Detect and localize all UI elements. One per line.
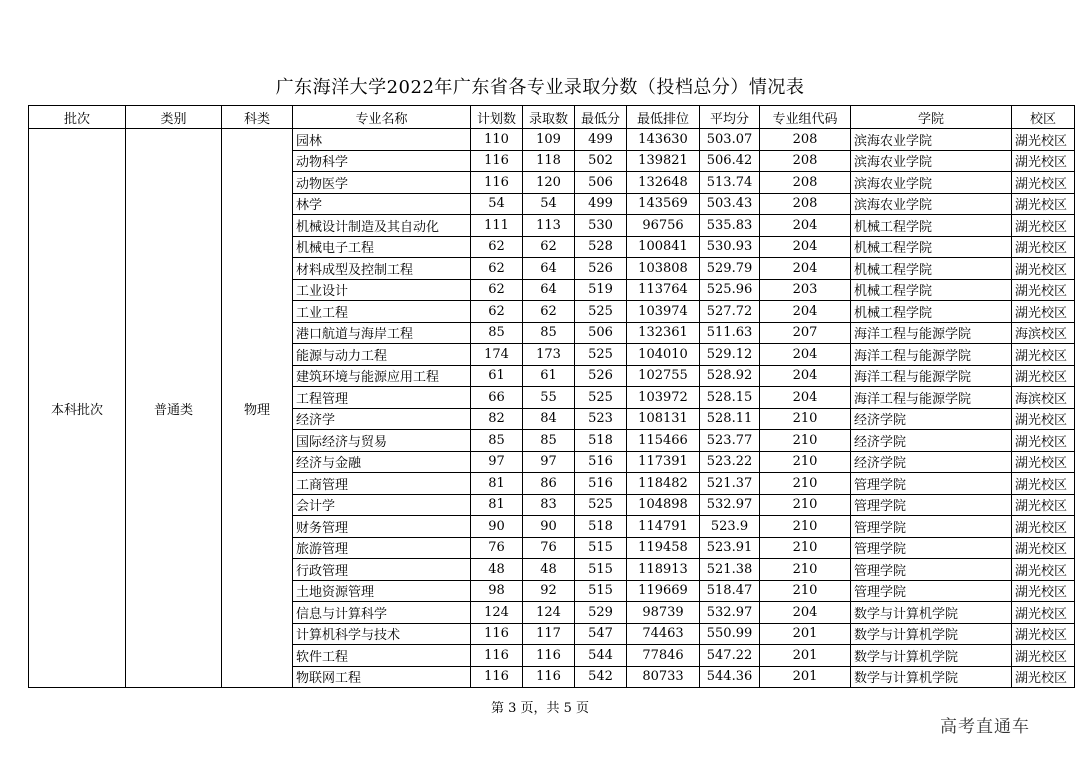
avg-score-cell: 506.42: [700, 150, 760, 172]
min-score-cell: 515: [575, 559, 627, 581]
min-rank-cell: 98739: [627, 602, 700, 624]
group-code-cell: 204: [760, 301, 851, 323]
college-cell: 管理学院: [851, 516, 1012, 538]
min-rank-cell: 104010: [627, 344, 700, 366]
campus-cell: 湖光校区: [1012, 150, 1075, 172]
watermark-text: 高考直通车: [940, 717, 1030, 737]
min-score-cell: 525: [575, 494, 627, 516]
campus-cell: 湖光校区: [1012, 279, 1075, 301]
admitted-count-cell: 116: [523, 645, 575, 667]
campus-cell: 湖光校区: [1012, 408, 1075, 430]
min-rank-cell: 119669: [627, 580, 700, 602]
plan-count-cell: 85: [471, 322, 523, 344]
campus-cell: 湖光校区: [1012, 193, 1075, 215]
category-cell: 普通类: [126, 129, 222, 688]
admitted-count-cell: 120: [523, 172, 575, 194]
college-cell: 海洋工程与能源学院: [851, 365, 1012, 387]
college-cell: 滨海农业学院: [851, 150, 1012, 172]
column-header: 学院: [851, 106, 1012, 129]
plan-count-cell: 76: [471, 537, 523, 559]
min-rank-cell: 143569: [627, 193, 700, 215]
plan-count-cell: 62: [471, 279, 523, 301]
college-cell: 机械工程学院: [851, 258, 1012, 280]
group-code-cell: 208: [760, 193, 851, 215]
college-cell: 管理学院: [851, 537, 1012, 559]
min-rank-cell: 115466: [627, 430, 700, 452]
college-cell: 数学与计算机学院: [851, 645, 1012, 667]
major-name-cell: 港口航道与海岸工程: [293, 322, 471, 344]
min-rank-cell: 108131: [627, 408, 700, 430]
admitted-count-cell: 86: [523, 473, 575, 495]
college-cell: 数学与计算机学院: [851, 602, 1012, 624]
group-code-cell: 208: [760, 150, 851, 172]
min-rank-cell: 132648: [627, 172, 700, 194]
group-code-cell: 210: [760, 473, 851, 495]
avg-score-cell: 529.79: [700, 258, 760, 280]
column-header: 类别: [126, 106, 222, 129]
avg-score-cell: 523.9: [700, 516, 760, 538]
major-name-cell: 工程管理: [293, 387, 471, 409]
group-code-cell: 210: [760, 451, 851, 473]
admission-table: [28, 105, 1075, 688]
college-cell: 数学与计算机学院: [851, 623, 1012, 645]
admitted-count-cell: 83: [523, 494, 575, 516]
avg-score-cell: 523.22: [700, 451, 760, 473]
plan-count-cell: 110: [471, 129, 523, 151]
college-cell: 数学与计算机学院: [851, 666, 1012, 688]
plan-count-cell: 62: [471, 301, 523, 323]
major-name-cell: 动物科学: [293, 150, 471, 172]
major-name-cell: 信息与计算科学: [293, 602, 471, 624]
admitted-count-cell: 109: [523, 129, 575, 151]
group-code-cell: 210: [760, 537, 851, 559]
min-score-cell: 530: [575, 215, 627, 237]
avg-score-cell: 521.37: [700, 473, 760, 495]
min-rank-cell: 119458: [627, 537, 700, 559]
page-title: 广东海洋大学2022年广东省各专业录取分数（投档总分）情况表: [275, 77, 805, 98]
avg-score-cell: 529.12: [700, 344, 760, 366]
campus-cell: 湖光校区: [1012, 473, 1075, 495]
min-score-cell: 515: [575, 580, 627, 602]
admitted-count-cell: 113: [523, 215, 575, 237]
major-name-cell: 动物医学: [293, 172, 471, 194]
plan-count-cell: 81: [471, 473, 523, 495]
min-rank-cell: 118482: [627, 473, 700, 495]
plan-count-cell: 97: [471, 451, 523, 473]
campus-cell: 湖光校区: [1012, 494, 1075, 516]
major-name-cell: 旅游管理: [293, 537, 471, 559]
campus-cell: 湖光校区: [1012, 666, 1075, 688]
college-cell: 机械工程学院: [851, 236, 1012, 258]
avg-score-cell: 527.72: [700, 301, 760, 323]
college-cell: 海洋工程与能源学院: [851, 344, 1012, 366]
campus-cell: 湖光校区: [1012, 623, 1075, 645]
group-code-cell: 210: [760, 559, 851, 581]
campus-cell: 湖光校区: [1012, 645, 1075, 667]
group-code-cell: 204: [760, 258, 851, 280]
campus-cell: 海滨校区: [1012, 387, 1075, 409]
group-code-cell: 204: [760, 236, 851, 258]
min-score-cell: 506: [575, 172, 627, 194]
admitted-count-cell: 92: [523, 580, 575, 602]
group-code-cell: 208: [760, 129, 851, 151]
avg-score-cell: 513.74: [700, 172, 760, 194]
avg-score-cell: 530.93: [700, 236, 760, 258]
admitted-count-cell: 97: [523, 451, 575, 473]
avg-score-cell: 547.22: [700, 645, 760, 667]
column-header: 录取数: [523, 106, 575, 129]
group-code-cell: 204: [760, 365, 851, 387]
college-cell: 管理学院: [851, 580, 1012, 602]
campus-cell: 湖光校区: [1012, 258, 1075, 280]
college-cell: 机械工程学院: [851, 301, 1012, 323]
group-code-cell: 208: [760, 172, 851, 194]
plan-count-cell: 174: [471, 344, 523, 366]
avg-score-cell: 525.96: [700, 279, 760, 301]
campus-cell: 湖光校区: [1012, 430, 1075, 452]
plan-count-cell: 116: [471, 645, 523, 667]
plan-count-cell: 61: [471, 365, 523, 387]
avg-score-cell: 511.63: [700, 322, 760, 344]
campus-cell: 湖光校区: [1012, 602, 1075, 624]
min-rank-cell: 103972: [627, 387, 700, 409]
min-score-cell: 528: [575, 236, 627, 258]
admitted-count-cell: 116: [523, 666, 575, 688]
college-cell: 机械工程学院: [851, 279, 1012, 301]
admitted-count-cell: 85: [523, 322, 575, 344]
major-name-cell: 行政管理: [293, 559, 471, 581]
table-body: [29, 129, 1075, 688]
avg-score-cell: 523.77: [700, 430, 760, 452]
avg-score-cell: 521.38: [700, 559, 760, 581]
college-cell: 管理学院: [851, 494, 1012, 516]
min-rank-cell: 100841: [627, 236, 700, 258]
min-rank-cell: 114791: [627, 516, 700, 538]
college-cell: 海洋工程与能源学院: [851, 387, 1012, 409]
admitted-count-cell: 48: [523, 559, 575, 581]
avg-score-cell: 523.91: [700, 537, 760, 559]
column-header: 最低排位: [627, 106, 700, 129]
campus-cell: 湖光校区: [1012, 215, 1075, 237]
campus-cell: 湖光校区: [1012, 236, 1075, 258]
major-name-cell: 工业设计: [293, 279, 471, 301]
plan-count-cell: 98: [471, 580, 523, 602]
group-code-cell: 204: [760, 215, 851, 237]
avg-score-cell: 503.07: [700, 129, 760, 151]
group-code-cell: 201: [760, 666, 851, 688]
college-cell: 经济学院: [851, 451, 1012, 473]
avg-score-cell: 535.83: [700, 215, 760, 237]
major-name-cell: 经济与金融: [293, 451, 471, 473]
admitted-count-cell: 173: [523, 344, 575, 366]
admitted-count-cell: 64: [523, 279, 575, 301]
plan-count-cell: 116: [471, 623, 523, 645]
admitted-count-cell: 55: [523, 387, 575, 409]
min-score-cell: 525: [575, 387, 627, 409]
group-code-cell: 201: [760, 623, 851, 645]
group-code-cell: 210: [760, 408, 851, 430]
group-code-cell: 210: [760, 494, 851, 516]
min-score-cell: 499: [575, 129, 627, 151]
major-name-cell: 财务管理: [293, 516, 471, 538]
campus-cell: 湖光校区: [1012, 344, 1075, 366]
major-name-cell: 工商管理: [293, 473, 471, 495]
table-row: [29, 129, 1075, 151]
min-rank-cell: 103974: [627, 301, 700, 323]
admitted-count-cell: 84: [523, 408, 575, 430]
major-name-cell: 国际经济与贸易: [293, 430, 471, 452]
admitted-count-cell: 64: [523, 258, 575, 280]
min-rank-cell: 74463: [627, 623, 700, 645]
college-cell: 经济学院: [851, 430, 1012, 452]
min-rank-cell: 113764: [627, 279, 700, 301]
major-name-cell: 机械电子工程: [293, 236, 471, 258]
min-score-cell: 516: [575, 451, 627, 473]
group-code-cell: 204: [760, 387, 851, 409]
table-header-row: [29, 106, 1075, 129]
min-score-cell: 518: [575, 430, 627, 452]
campus-cell: 湖光校区: [1012, 451, 1075, 473]
admitted-count-cell: 62: [523, 236, 575, 258]
group-code-cell: 207: [760, 322, 851, 344]
major-name-cell: 土地资源管理: [293, 580, 471, 602]
major-name-cell: 建筑环境与能源应用工程: [293, 365, 471, 387]
admitted-count-cell: 90: [523, 516, 575, 538]
avg-score-cell: 544.36: [700, 666, 760, 688]
plan-count-cell: 66: [471, 387, 523, 409]
min-rank-cell: 143630: [627, 129, 700, 151]
plan-count-cell: 62: [471, 236, 523, 258]
avg-score-cell: 532.97: [700, 494, 760, 516]
column-header: 校区: [1012, 106, 1075, 129]
min-score-cell: 525: [575, 344, 627, 366]
column-header: 专业组代码: [760, 106, 851, 129]
plan-count-cell: 85: [471, 430, 523, 452]
min-rank-cell: 118913: [627, 559, 700, 581]
min-score-cell: 518: [575, 516, 627, 538]
group-code-cell: 203: [760, 279, 851, 301]
column-header: 专业名称: [293, 106, 471, 129]
admitted-count-cell: 76: [523, 537, 575, 559]
admitted-count-cell: 124: [523, 602, 575, 624]
avg-score-cell: 550.99: [700, 623, 760, 645]
avg-score-cell: 528.92: [700, 365, 760, 387]
campus-cell: 湖光校区: [1012, 580, 1075, 602]
min-rank-cell: 77846: [627, 645, 700, 667]
plan-count-cell: 124: [471, 602, 523, 624]
major-name-cell: 林学: [293, 193, 471, 215]
campus-cell: 湖光校区: [1012, 537, 1075, 559]
major-name-cell: 经济学: [293, 408, 471, 430]
major-name-cell: 工业工程: [293, 301, 471, 323]
campus-cell: 湖光校区: [1012, 172, 1075, 194]
min-score-cell: 542: [575, 666, 627, 688]
college-cell: 滨海农业学院: [851, 129, 1012, 151]
college-cell: 滨海农业学院: [851, 172, 1012, 194]
major-name-cell: 计算机科学与技术: [293, 623, 471, 645]
column-header: 最低分: [575, 106, 627, 129]
min-rank-cell: 80733: [627, 666, 700, 688]
major-name-cell: 材料成型及控制工程: [293, 258, 471, 280]
min-score-cell: 547: [575, 623, 627, 645]
min-rank-cell: 96756: [627, 215, 700, 237]
avg-score-cell: 532.97: [700, 602, 760, 624]
min-score-cell: 502: [575, 150, 627, 172]
min-rank-cell: 132361: [627, 322, 700, 344]
min-rank-cell: 117391: [627, 451, 700, 473]
batch-cell: 本科批次: [29, 129, 126, 688]
major-name-cell: 会计学: [293, 494, 471, 516]
admitted-count-cell: 117: [523, 623, 575, 645]
min-score-cell: 526: [575, 365, 627, 387]
min-rank-cell: 103808: [627, 258, 700, 280]
campus-cell: 湖光校区: [1012, 559, 1075, 581]
major-name-cell: 物联网工程: [293, 666, 471, 688]
admitted-count-cell: 62: [523, 301, 575, 323]
college-cell: 机械工程学院: [851, 215, 1012, 237]
min-score-cell: 506: [575, 322, 627, 344]
college-cell: 滨海农业学院: [851, 193, 1012, 215]
major-name-cell: 能源与动力工程: [293, 344, 471, 366]
college-cell: 管理学院: [851, 559, 1012, 581]
min-score-cell: 499: [575, 193, 627, 215]
avg-score-cell: 518.47: [700, 580, 760, 602]
plan-count-cell: 111: [471, 215, 523, 237]
plan-count-cell: 116: [471, 172, 523, 194]
group-code-cell: 204: [760, 344, 851, 366]
college-cell: 海洋工程与能源学院: [851, 322, 1012, 344]
min-score-cell: 519: [575, 279, 627, 301]
campus-cell: 湖光校区: [1012, 516, 1075, 538]
college-cell: 管理学院: [851, 473, 1012, 495]
major-name-cell: 软件工程: [293, 645, 471, 667]
avg-score-cell: 503.43: [700, 193, 760, 215]
column-header: 批次: [29, 106, 126, 129]
campus-cell: 湖光校区: [1012, 365, 1075, 387]
admitted-count-cell: 85: [523, 430, 575, 452]
min-score-cell: 544: [575, 645, 627, 667]
admitted-count-cell: 54: [523, 193, 575, 215]
major-name-cell: 机械设计制造及其自动化: [293, 215, 471, 237]
plan-count-cell: 48: [471, 559, 523, 581]
campus-cell: 湖光校区: [1012, 129, 1075, 151]
column-header: 计划数: [471, 106, 523, 129]
campus-cell: 湖光校区: [1012, 301, 1075, 323]
group-code-cell: 204: [760, 602, 851, 624]
min-score-cell: 515: [575, 537, 627, 559]
page-footer: 第 3 页，共 5 页: [490, 701, 590, 716]
plan-count-cell: 81: [471, 494, 523, 516]
avg-score-cell: 528.11: [700, 408, 760, 430]
admitted-count-cell: 118: [523, 150, 575, 172]
min-score-cell: 516: [575, 473, 627, 495]
min-score-cell: 523: [575, 408, 627, 430]
min-score-cell: 526: [575, 258, 627, 280]
min-score-cell: 525: [575, 301, 627, 323]
plan-count-cell: 116: [471, 150, 523, 172]
group-code-cell: 210: [760, 580, 851, 602]
plan-count-cell: 54: [471, 193, 523, 215]
min-rank-cell: 104898: [627, 494, 700, 516]
min-rank-cell: 139821: [627, 150, 700, 172]
avg-score-cell: 528.15: [700, 387, 760, 409]
group-code-cell: 210: [760, 430, 851, 452]
group-code-cell: 201: [760, 645, 851, 667]
plan-count-cell: 116: [471, 666, 523, 688]
column-header: 科类: [222, 106, 293, 129]
college-cell: 经济学院: [851, 408, 1012, 430]
plan-count-cell: 90: [471, 516, 523, 538]
campus-cell: 海滨校区: [1012, 322, 1075, 344]
plan-count-cell: 82: [471, 408, 523, 430]
subject-cell: 物理: [222, 129, 293, 688]
plan-count-cell: 62: [471, 258, 523, 280]
column-header: 平均分: [700, 106, 760, 129]
min-score-cell: 529: [575, 602, 627, 624]
admitted-count-cell: 61: [523, 365, 575, 387]
group-code-cell: 210: [760, 516, 851, 538]
min-rank-cell: 102755: [627, 365, 700, 387]
major-name-cell: 园林: [293, 129, 471, 151]
